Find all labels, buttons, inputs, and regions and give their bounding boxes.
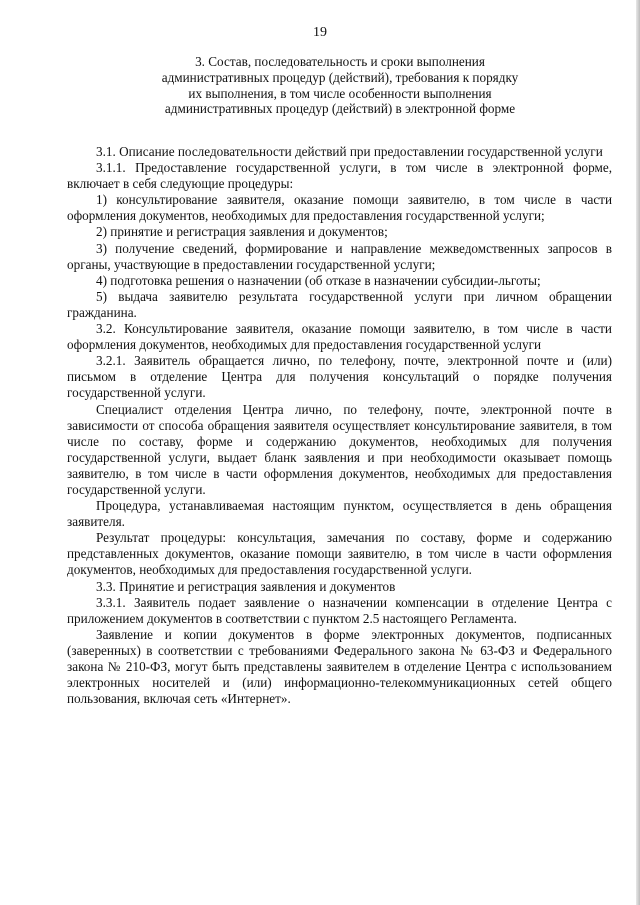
list-item-procedure-2: 2) принятие и регистрация заявления и документов; [96,224,388,240]
list-item-procedure-4: 4) подготовка решения о назначении (об отказе в назначении субсидии-льготы; [96,272,541,288]
paragraph-3-2-title: 3.2. Консультирование заявителя, оказание помощи заявителю, в том числе в части оформления документов, необходимых для предоставления государственной услуги [67,321,612,353]
page-edge-shadow [636,0,640,905]
paragraph-3-1-title: 3.1. Описание последовательности действий при предоставлении государственной услуги [96,144,603,159]
paragraph-procedure-result: Результат процедуры: консультация, замечания по составу, форме и содержанию представленных документов, оказание помощи заявителю, в том числе в части оформления документов, необходимых для предоставления государственной услуги. [67,530,612,578]
paragraph-3-3-title: 3.3. Принятие и регистрация заявления и документов [96,578,396,594]
list-item-procedure-5: 5) выдача заявителю результата государственной услуги при личном обращении гражданина. [67,288,612,320]
paragraph-procedure-timing: Процедура, устанавливаемая настоящим пунктом, осуществляется в день обращения заявителя. [67,498,612,530]
section-heading [70,54,610,117]
heading-line: административных процедур (действий), требования к порядку [161,69,519,85]
heading-line: их выполнения, в том числе особенности выполнения [188,85,492,101]
paragraph-specialist: Специалист отделения Центра лично, по телефону, почте, электронной почте в зависимости от способа обращения заявителя осуществляет консультирование заявителя, в том числе по составу, форме и содержанию документов, необходимых для получения государственной услуги, выдает бланк заявления и при необходимости оказывает помощь заявителю, в том числе в части оформления документов, необходимых для предоставления государственной услуги. [67,401,612,497]
paragraph-electronic-documents: Заявление и копии документов в форме электронных документов, подписанных (заверенных) в соответствии с требованиями Федерального закона № 63-ФЗ и Федерального закона № 210-ФЗ, могут быть представлены заявителем в отделение Центра с использованием электронных носителей и (или) информационно-телекоммуникационных сетей общего пользования, включая сеть «Интернет». [67,626,612,707]
page-number: 19 [313,25,327,40]
document-body [67,144,612,707]
paragraph-3-3-1: 3.3.1. Заявитель подает заявление о назначении компенсации в отделение Центра с приложением документов в соответствии с пунктом 2.5 настоящего Регламента. [67,594,612,626]
paragraph-3-2-1: 3.2.1. Заявитель обращается лично, по телефону, почте, электронной почте и (или) письмом в отделение Центра для получения консультаций о порядке получения государственной услуги. [67,353,612,401]
list-item-procedure-3: 3) получение сведений, формирование и направление межведомственных запросов в органы, участвующие в предоставлении государственной услуги; [67,240,612,272]
list-item-procedure-1: 1) консультирование заявителя, оказание помощи заявителю, в том числе в части оформления документов, необходимых для предоставления государственной услуги; [67,192,612,224]
paragraph-3-1-1: 3.1.1. Предоставление государственной услуги, в том числе в электронной форме, включает в себя следующие процедуры: [67,160,612,192]
heading-line: административных процедур (действий) в электронной форме [164,101,516,117]
heading-line: 3. Состав, последовательность и сроки выполнения [195,54,485,69]
